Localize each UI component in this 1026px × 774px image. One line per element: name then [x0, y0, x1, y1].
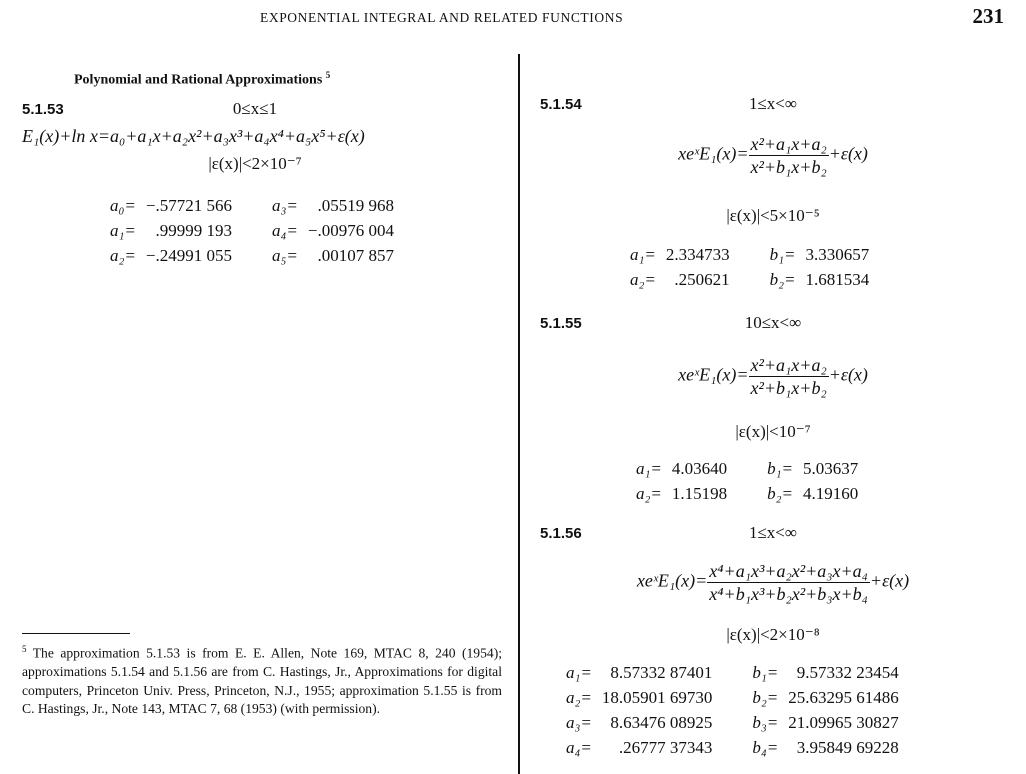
coef-value: .00107 857 — [317, 246, 394, 265]
coef-name: a₂= — [630, 270, 656, 289]
coefficient-row — [110, 243, 394, 268]
coef-name: a₄= — [566, 738, 592, 757]
fraction-denominator: x²+b₁x+b₂ — [750, 378, 827, 398]
formula-5-1-55 — [528, 354, 1018, 399]
section-footnote-mark: 5 — [325, 70, 331, 80]
fraction-denominator: x²+b₁x+b₂ — [750, 157, 827, 177]
coefficient-row — [566, 660, 899, 685]
coefficient-row — [636, 481, 858, 506]
formula-tail: +ε(x) — [828, 143, 868, 164]
coef-value: 2.334733 — [665, 245, 730, 264]
fraction-numerator: x⁴+a₁x³+a₂x²+a₃x+a₄ — [709, 561, 868, 581]
fraction — [749, 133, 829, 178]
coefficient-row — [566, 735, 899, 760]
footnote-rule — [22, 633, 130, 634]
coefficient-row — [636, 456, 858, 481]
formula-tail: +ε(x) — [828, 364, 868, 385]
coef-value: −.24991 055 — [145, 246, 232, 265]
page-number: 231 — [972, 4, 1004, 28]
error-bound-5-1-56: |ε(x)|<2×10⁻⁸ — [726, 625, 820, 644]
coef-value: 4.03640 — [671, 459, 728, 478]
coef-value: 21.09965 30827 — [788, 713, 899, 732]
fraction-numerator: x²+a₁x+a₂ — [750, 355, 827, 375]
formula-tail: +ε(x) — [869, 570, 910, 591]
error-bound-5-1-53: |ε(x)|<2×10⁻⁷ — [208, 154, 302, 173]
coef-name: a₂= — [110, 246, 136, 265]
coefficient-row — [630, 242, 869, 267]
equation-number-5-1-55: 5.1.55 — [540, 315, 582, 332]
coef-name: b₁= — [752, 663, 779, 682]
coefficient-table-5-1-56 — [566, 660, 899, 760]
coef-value: 1.681534 — [805, 270, 870, 289]
fraction — [749, 354, 829, 399]
fraction — [707, 560, 870, 605]
formula-5-1-53: E₁(x)+ln x=a₀+a₁x+a₂x²+a₃x³+a₄x⁴+a₅x⁵+ε(x) — [22, 126, 365, 146]
coef-name: a₁= — [636, 459, 662, 478]
coef-name: b₂= — [769, 270, 796, 289]
footnote-text: The approximation 5.1.53 is from E. E. Allen, Note 169, MTAC 8, 240 (1954); approximations 5.1.54 and 5.1.56 are from C. Hastings, Jr., Approximations for digital computers, Princeton Univ. Press, Princeton, N.J., 1955; approximation 5.1.55 is from C. Hastings, Jr., Note 143, MTAC 7, 68 (1953) (with permission). — [22, 645, 503, 717]
coef-name: a₁= — [110, 221, 136, 240]
coef-value: 18.05901 69730 — [601, 688, 713, 707]
coefficient-table-5-1-53 — [110, 193, 394, 268]
formula-lhs: xeˣE₁(x)= — [636, 570, 708, 591]
coef-value: −.57721 566 — [145, 196, 232, 215]
coef-value: 8.57332 87401 — [610, 663, 713, 682]
coef-value: .05519 968 — [317, 196, 394, 215]
coef-value: 9.57332 23454 — [796, 663, 899, 682]
coef-value: 1.15198 — [671, 484, 728, 503]
coef-name: a₁= — [566, 663, 592, 682]
coef-name: a₃= — [566, 713, 592, 732]
fraction-denominator: x⁴+b₁x³+b₂x²+b₃x+b₄ — [709, 584, 868, 604]
error-bound-5-1-55: |ε(x)|<10⁻⁷ — [735, 422, 811, 441]
coef-value: 5.03637 — [803, 459, 859, 478]
coef-value: .99999 193 — [155, 221, 232, 240]
condition-5-1-55: 10≤x<∞ — [744, 313, 802, 332]
coefficient-row — [566, 685, 899, 710]
coefficient-table-5-1-55 — [636, 456, 858, 506]
coefficient-row — [566, 710, 899, 735]
formula-5-1-56 — [528, 560, 1018, 605]
coef-value: .26777 37343 — [618, 738, 713, 757]
coef-value: 3.95849 69228 — [796, 738, 899, 757]
formula-5-1-54 — [528, 133, 1018, 178]
formula-lhs: xeˣE₁(x)= — [678, 143, 749, 164]
coef-value: 3.330657 — [805, 245, 870, 264]
condition-5-1-53: 0≤x≤1 — [232, 99, 278, 118]
section-title-text: Polynomial and Rational Approximations — [74, 72, 323, 88]
coef-name: a₄= — [271, 221, 298, 240]
equation-number-5-1-53: 5.1.53 — [22, 101, 64, 118]
coefficient-row — [110, 193, 394, 218]
coef-value: 25.63295 61486 — [788, 688, 899, 707]
coef-name: b₂= — [752, 688, 779, 707]
coefficient-row — [110, 218, 394, 243]
coef-name: a₂= — [566, 688, 592, 707]
coef-value: −.00976 004 — [307, 221, 394, 240]
coef-name: b₄= — [752, 738, 779, 757]
coef-value: 8.63476 08925 — [610, 713, 713, 732]
coef-name: b₁= — [769, 245, 796, 264]
error-bound-5-1-54: |ε(x)|<5×10⁻⁵ — [726, 206, 820, 225]
footnote — [22, 640, 502, 719]
coef-name: a₀= — [110, 196, 136, 215]
coef-name: a₂= — [636, 484, 662, 503]
section-title — [74, 70, 330, 89]
coef-name: b₁= — [767, 459, 794, 478]
fraction-numerator: x²+a₁x+a₂ — [750, 134, 827, 154]
equation-number-5-1-54: 5.1.54 — [540, 96, 582, 113]
running-title: EXPONENTIAL INTEGRAL AND RELATED FUNCTIONS — [260, 10, 624, 25]
column-divider — [518, 54, 520, 774]
coef-value: 4.19160 — [803, 484, 859, 503]
equation-number-5-1-56: 5.1.56 — [540, 525, 582, 542]
footnote-mark: 5 — [22, 644, 27, 654]
formula-lhs: xeˣE₁(x)= — [678, 364, 749, 385]
coef-name: a₃= — [271, 196, 298, 215]
coef-name: b₂= — [767, 484, 794, 503]
coef-name: b₃= — [752, 713, 779, 732]
condition-5-1-54: 1≤x<∞ — [748, 94, 798, 113]
coef-value: .250621 — [674, 270, 730, 289]
coef-name: a₅= — [271, 246, 298, 265]
coef-name: a₁= — [630, 245, 656, 264]
coefficient-row — [630, 267, 869, 292]
condition-5-1-56: 1≤x<∞ — [748, 523, 798, 542]
coefficient-table-5-1-54 — [630, 242, 869, 292]
